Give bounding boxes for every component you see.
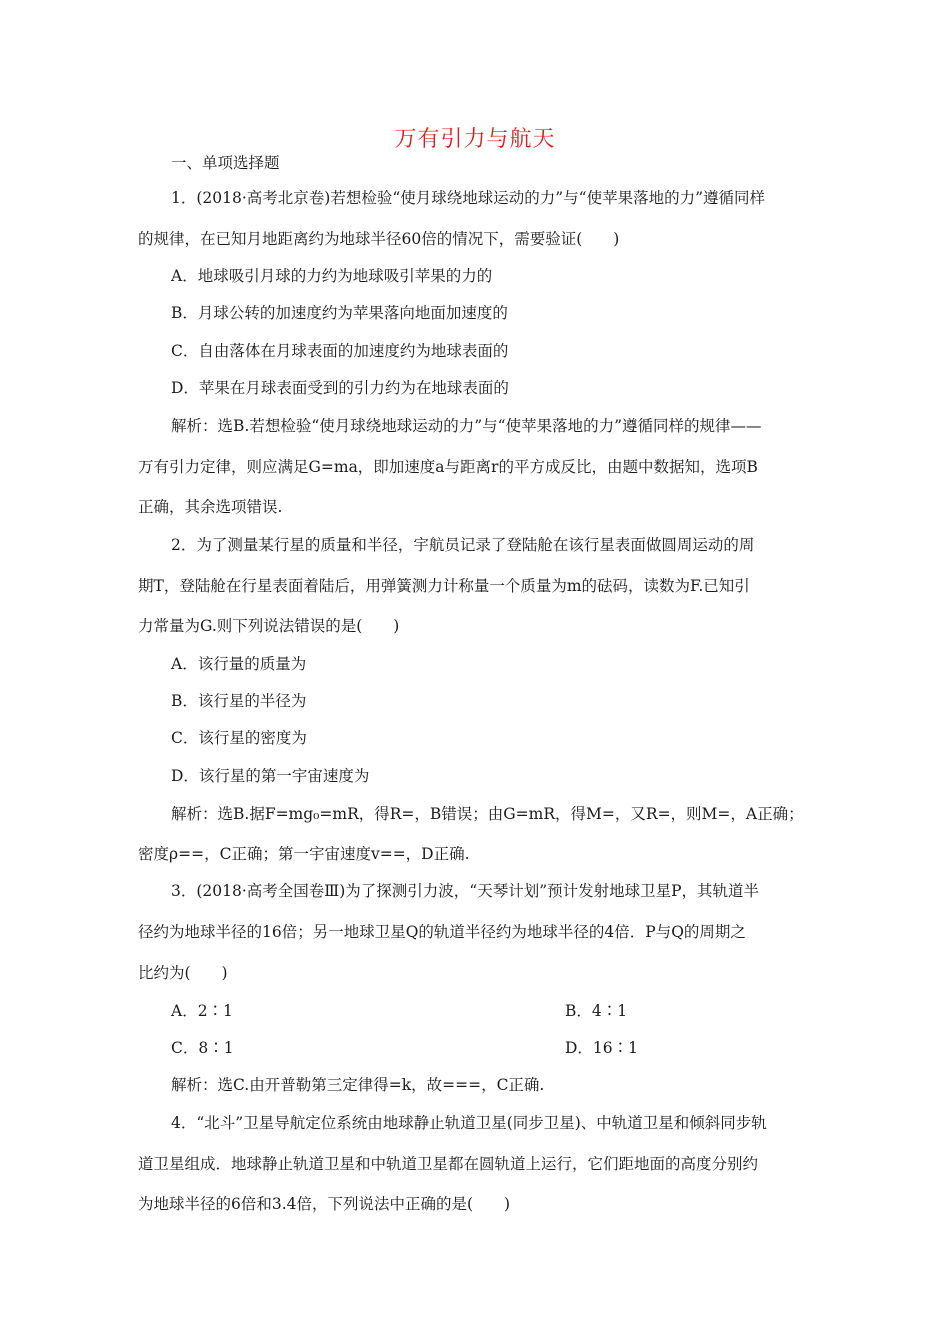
q2-option-a: A．该行量的质量为 [171, 655, 307, 673]
q2-stem-line2: 期T，登陆舱在行星表面着陆后，用弹簧测力计称量一个质量为m的砝码，读数为F.已知引 [138, 577, 750, 595]
q3-option-c: C．8∶1 [171, 1039, 234, 1057]
q2-option-d: D．该行星的第一宇宙速度为 [171, 767, 370, 785]
q3-stem-line2: 径约为地球半径的16倍；另一地球卫星Q的轨道半径约为地球半径的4倍．P与Q的周期之 [138, 923, 746, 941]
q2-analysis-line2: 密度ρ==，C正确；第一宇宙速度v==，D正确. [138, 845, 470, 863]
q3-analysis-line1: 解析：选C.由开普勒第三定律得=k，故===，C正确. [171, 1076, 545, 1094]
q2-analysis-line1: 解析：选B.据F=mg₀=mR，得R=，B错误；由G=mR，得M=，又R=，则M=，A正确； [171, 805, 804, 823]
q1-option-c: C．自由落体在月球表面的加速度约为地球表面的 [171, 342, 509, 360]
q2-stem-line1: 2．为了测量某行星的质量和半径，宇航员记录了登陆舱在该行星表面做圆周运动的周 [171, 536, 755, 554]
q3-option-b: B．4∶1 [565, 1002, 628, 1020]
q1-analysis-line1: 解析：选B.若想检验“使月球绕地球运动的力”与“使苹果落地的力”遵循同样的规律—— [171, 417, 762, 435]
page-title: 万有引力与航天 [394, 127, 556, 152]
q1-option-b: B．月球公转的加速度约为苹果落向地面加速度的 [171, 304, 508, 322]
q4-stem-line1: 4．“北斗”卫星导航定位系统由地球静止轨道卫星(同步卫星)、中轨道卫星和倾斜同步轨 [171, 1114, 767, 1132]
q1-stem-line1: 1．(2018·高考北京卷)若想检验“使月球绕地球运动的力”与“使苹果落地的力”遵循同样 [171, 189, 766, 207]
q2-option-c: C．该行星的密度为 [171, 729, 307, 747]
q1-stem-line2: 的规律，在已知月地距离约为地球半径60倍的情况下，需要验证( ) [138, 230, 620, 248]
q3-stem-line3: 比约为( ) [138, 964, 228, 982]
q1-analysis-line2: 万有引力定律，则应满足G=ma，即加速度a与距离r的平方成反比，由题中数据知，选项B [138, 458, 758, 476]
q2-stem-line3: 力常量为G.则下列说法错误的是( ) [138, 617, 400, 635]
q3-option-a: A．2∶1 [171, 1002, 233, 1020]
q3-option-d: D．16∶1 [565, 1039, 639, 1057]
section-heading: 一、单项选择题 [171, 154, 280, 172]
q1-option-d: D．苹果在月球表面受到的引力约为在地球表面的 [171, 379, 509, 397]
q4-stem-line3: 为地球半径的6倍和3.4倍，下列说法中正确的是( ) [138, 1195, 511, 1213]
q4-stem-line2: 道卫星组成．地球静止轨道卫星和中轨道卫星都在圆轨道上运行，它们距地面的高度分别约 [138, 1155, 759, 1173]
q1-option-a: A．地球吸引月球的力约为地球吸引苹果的力的 [171, 267, 493, 285]
q1-analysis-line3: 正确，其余选项错误. [138, 498, 283, 516]
q3-stem-line1: 3．(2018·高考全国卷Ⅲ)为了探测引力波，“天琴计划”预计发射地球卫星P，其轨道半 [171, 882, 760, 900]
q2-option-b: B．该行星的半径为 [171, 692, 307, 710]
